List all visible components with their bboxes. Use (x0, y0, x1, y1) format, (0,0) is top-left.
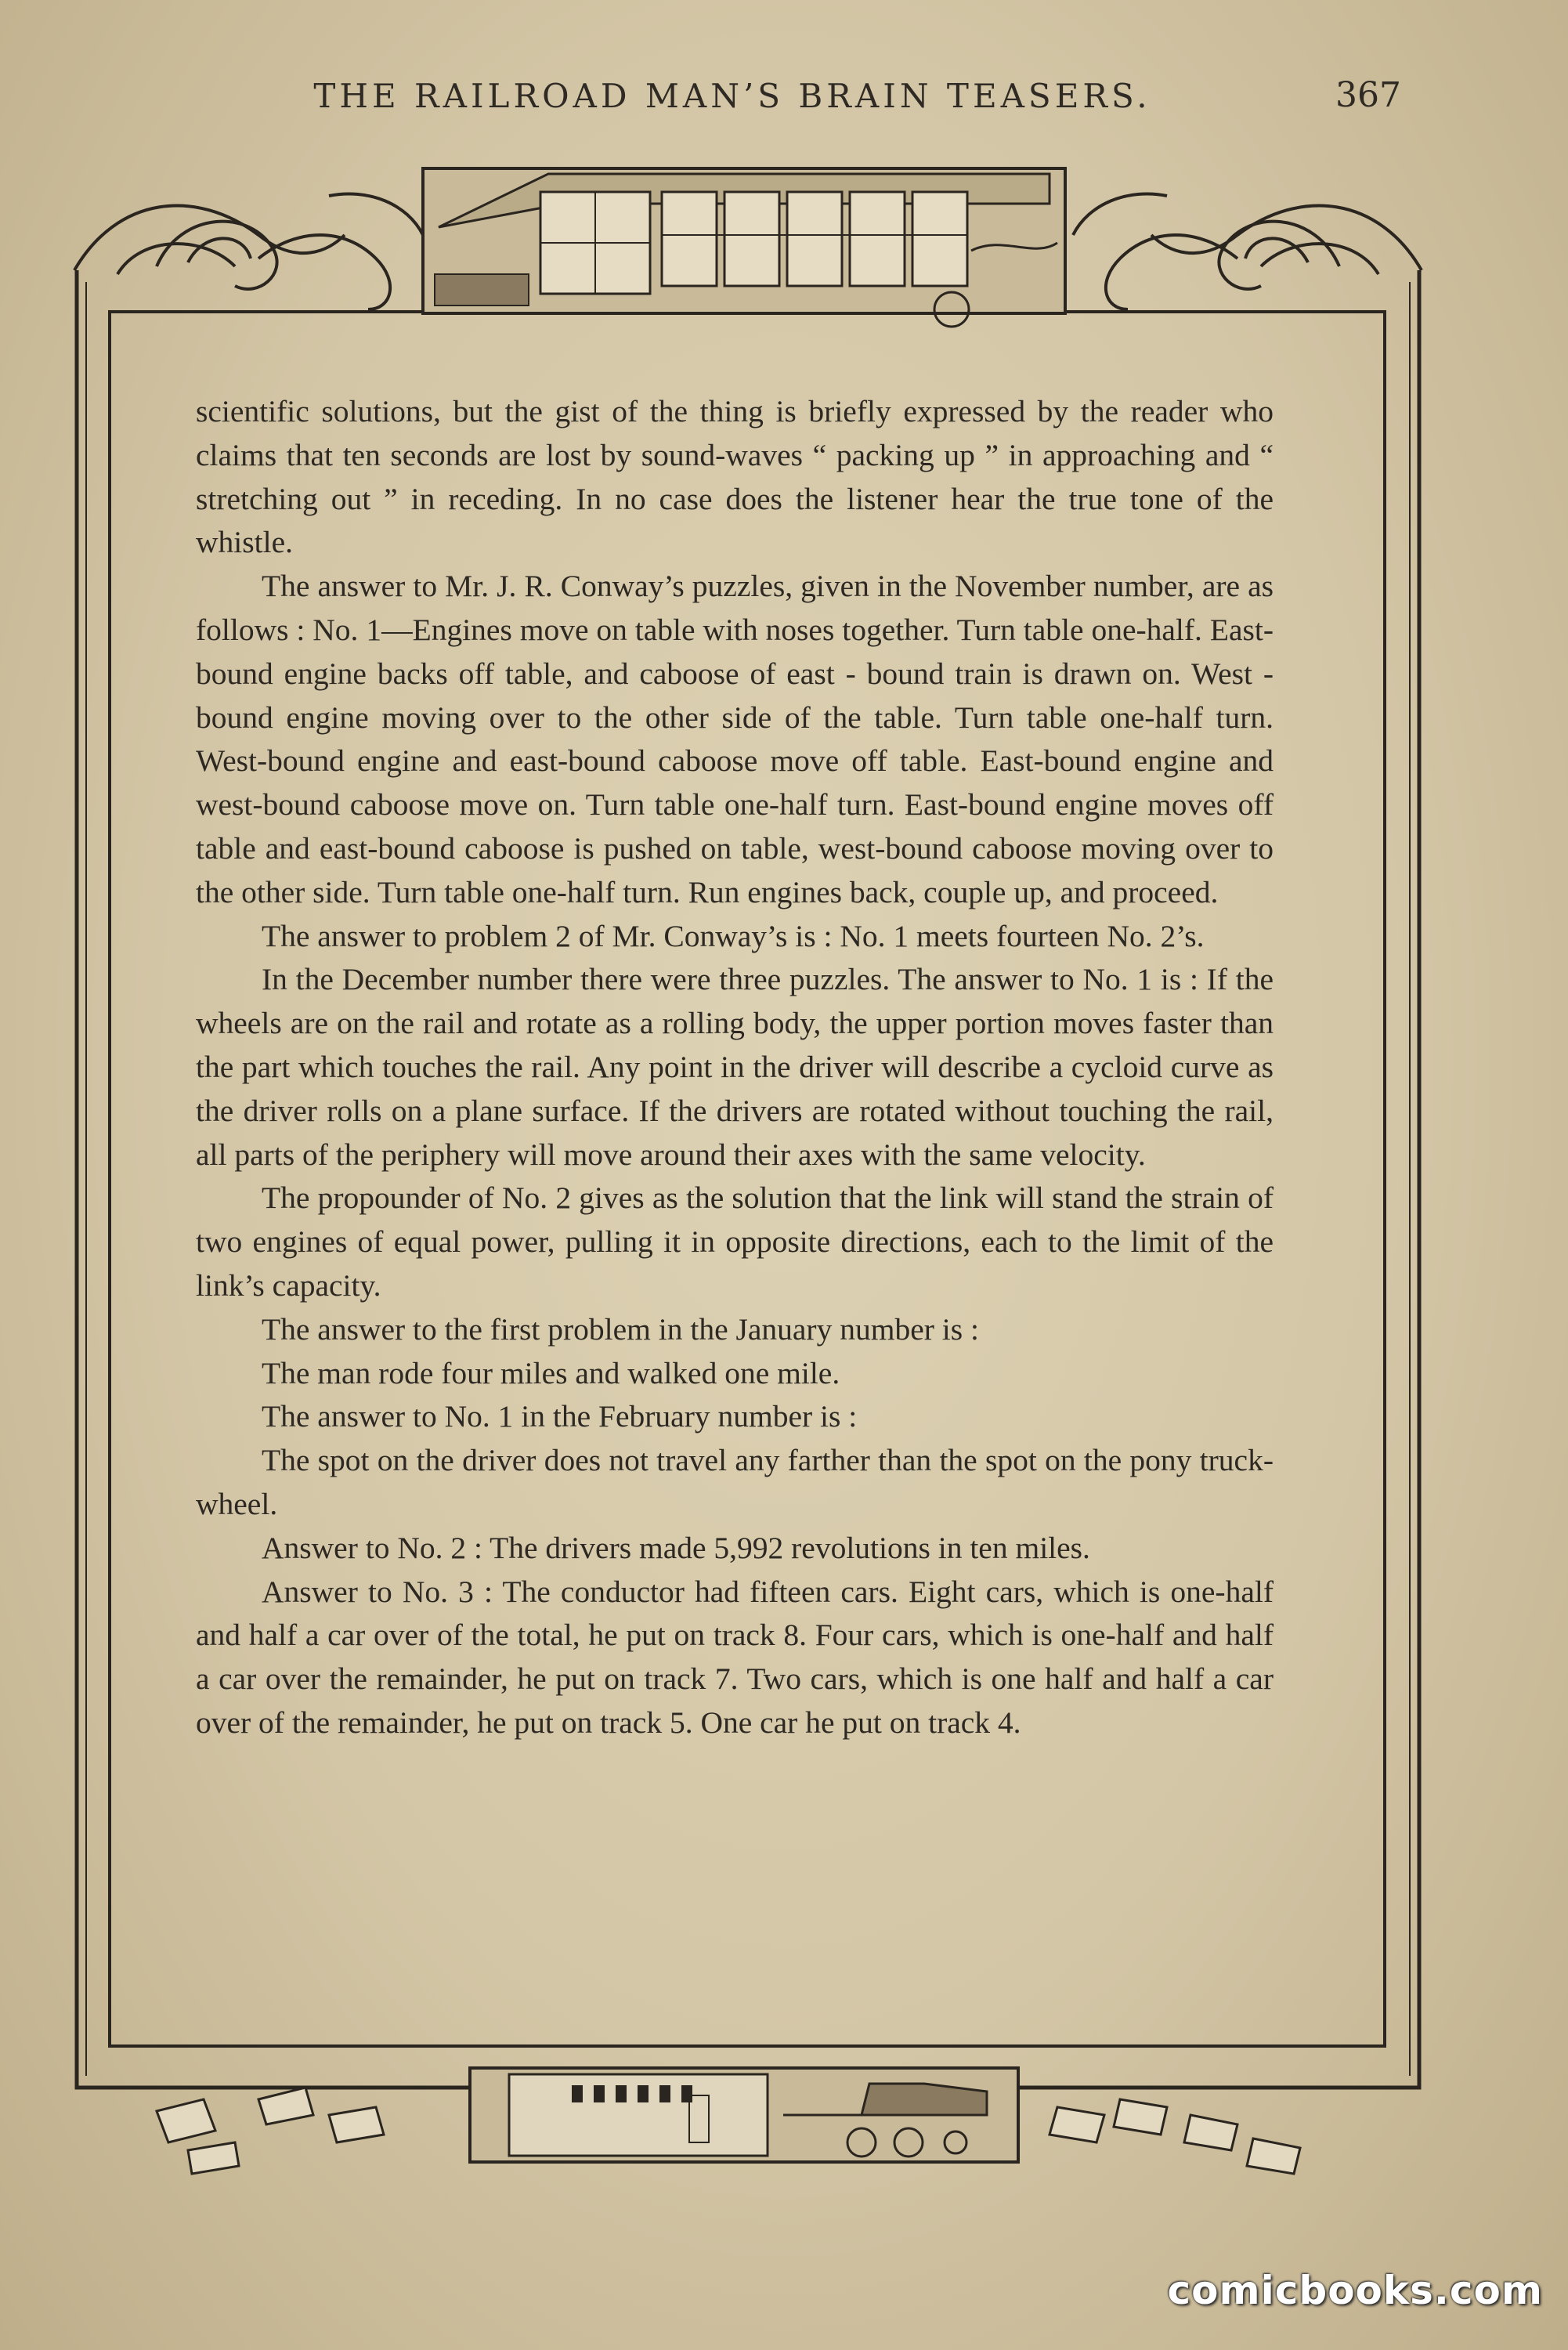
running-head: THE RAILROAD MAN’S BRAIN TEASERS. (313, 77, 1151, 115)
paragraph: In the December number there were three puzzles. The answer to No. 1 is : If the wheels are on the rail and rotate as a rolling body, the upper portion moves faster than the part which touches the rail. Any point in the driver will describe a cycloid curve as the driver rolls on a plane surface. If the drivers are rotated without touching the rail, all parts of the periphery will move around their axes with the same velocity. (196, 962, 1274, 1172)
top-left-scroll-ornament (74, 193, 423, 309)
top-train-vignette (423, 168, 1065, 327)
page-number: 367 (1335, 75, 1401, 115)
article-text (196, 390, 1274, 1745)
top-right-scroll-ornament (1073, 193, 1422, 309)
paragraph: Answer to No. 3 : The conductor had fifteen cars. Eight cars, which is one-half and half a car over of the total, he put on track 8. Four cars, which is one-half and half a car over the remainder, he put on track 7. Two cars, which is one half and half a car over of the remainder, he put on track 5. One car he put on track 4. (196, 1574, 1274, 1740)
bottom-locomotive-vignette (470, 2068, 1018, 2162)
paragraph: The answer to problem 2 of Mr. Conway’s is : No. 1 meets fourteen No. 2’s. (262, 918, 1205, 953)
paragraph: scientific solutions, but the gist of the thing is briefly expressed by the reader who claims that ten seconds are lost by sound-waves “ packing up ” in approaching and “ stretching out ” in receding. In no case does the listener hear the true tone of the whistle. (196, 394, 1274, 560)
watermark: comicbooks.com (1167, 2268, 1543, 2313)
paragraph: The man rode four miles and walked one mile. (262, 1355, 840, 1390)
paragraph: The spot on the driver does not travel any farther than the spot on the pony truck-wheel. (196, 1443, 1274, 1521)
paragraph: The answer to Mr. J. R. Conway’s puzzles, given in the November number, are as follows : No. 1—Engines move on table with noses together. Turn table one-half. East-bound engine backs off table, and caboose of east - bound train is drawn on. West - bound engine moving over to the other side of the table. Turn table one-half turn. West-bound engine and east-bound caboose move off table. East-bound engine and west-bound caboose move on. Turn table one-half turn. East-bound engine moves off table and east-bound caboose is pushed on table, west-bound caboose moving over to the other side. Turn table one-half turn. Run engines back, couple up, and proceed. (196, 569, 1274, 909)
paragraph: The answer to No. 1 in the February number is : (262, 1399, 858, 1434)
paragraph: The answer to the first problem in the January number is : (262, 1311, 979, 1347)
paragraph: The propounder of No. 2 gives as the solution that the link will stand the strain of two engines of equal power, pulling it in opposite directions, each to the limit of the link’s capacity. (196, 1180, 1274, 1303)
paragraph: Answer to No. 2 : The drivers made 5,992 revolutions in ten miles. (262, 1530, 1090, 1565)
